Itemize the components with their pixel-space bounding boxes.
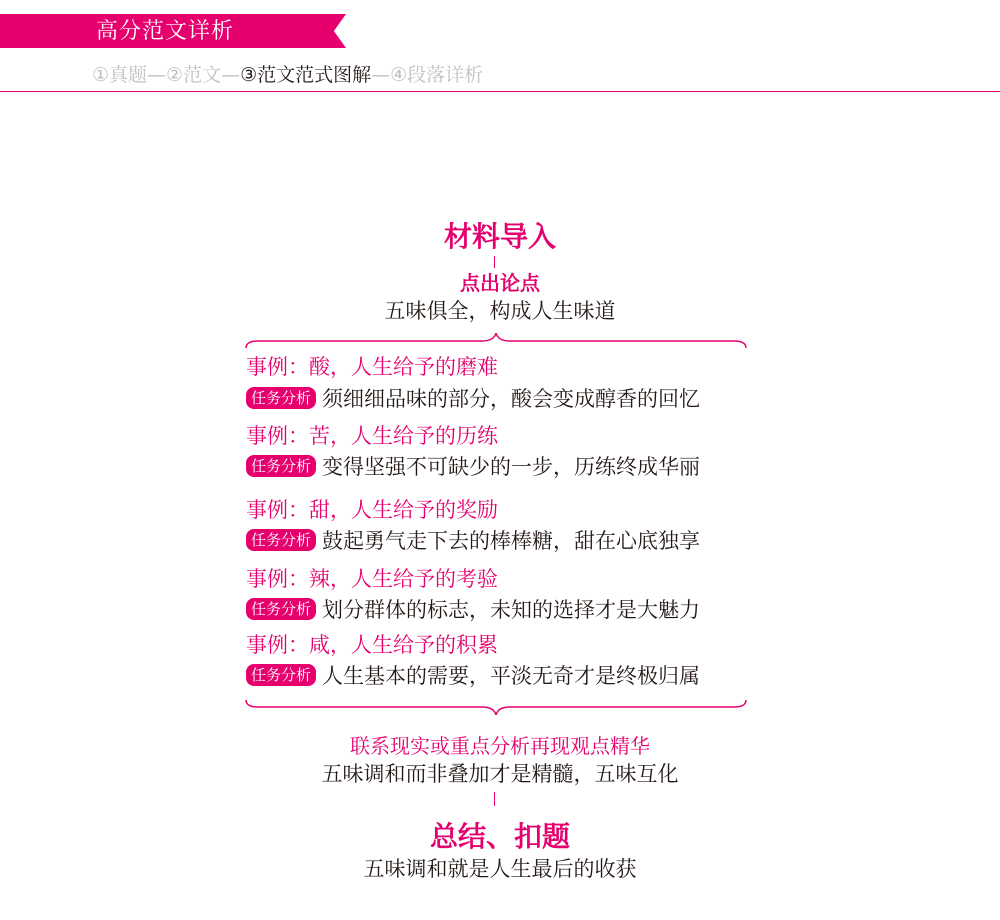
example-2: 事例：苦，人生给予的历练: [246, 424, 498, 448]
analysis-row-1: [246, 385, 700, 413]
analysis-badge: 任务分析: [246, 455, 316, 477]
analysis-text: 人生基本的需要，平淡无奇才是终极归属: [322, 664, 701, 688]
step-separator: —: [147, 64, 167, 86]
analysis-row-2: [246, 453, 700, 481]
connector-line: [494, 256, 495, 268]
analysis-text: 鼓起勇气走下去的棒棒糖，甜在心底独享: [322, 529, 701, 553]
analysis-text: 须细细品味的部分，酸会变成醇香的回忆: [322, 387, 701, 411]
thesis-text: 五味俱全，构成人生味道: [384, 299, 616, 323]
intro-heading: 材料导入: [443, 220, 556, 253]
analysis-badge: 任务分析: [246, 664, 316, 686]
section-title: 高分范文详析: [96, 19, 235, 44]
example-3: 事例：甜，人生给予的奖励: [246, 498, 498, 522]
step-1: ①真题: [92, 64, 148, 86]
connector-line: [494, 792, 495, 806]
top-brace: [244, 330, 748, 352]
example-5: 事例：咸，人生给予的积累: [246, 633, 498, 657]
analysis-badge: 任务分析: [246, 598, 316, 620]
analysis-text: 变得坚强不可缺少的一步，历练终成华丽: [322, 455, 701, 479]
example-1: 事例：酸，人生给予的磨难: [246, 355, 498, 379]
example-4: 事例：辣，人生给予的考验: [246, 567, 498, 591]
step-2: ②范文: [166, 64, 222, 86]
analysis-row-4: [246, 596, 700, 624]
summary-text: 五味调和就是人生最后的收获: [363, 857, 637, 881]
analysis-badge: 任务分析: [246, 387, 316, 409]
thesis-label: 点出论点: [460, 271, 540, 295]
analysis-row-5: [246, 662, 700, 690]
step-3-current: ③范文范式图解: [240, 64, 372, 86]
connect-text: 五味调和而非叠加才是精髓，五味互化: [321, 762, 679, 786]
bottom-brace: [244, 696, 748, 718]
analysis-row-3: [246, 527, 700, 555]
analysis-badge: 任务分析: [246, 529, 316, 551]
step-separator: —: [371, 64, 391, 86]
step-breadcrumb: [92, 62, 483, 88]
step-separator: —: [221, 64, 241, 86]
connect-label: 联系现实或重点分析再现观点精华: [350, 734, 650, 758]
step-4: ④段落详析: [390, 64, 484, 86]
header-divider: [0, 91, 1000, 92]
summary-heading: 总结、扣题: [429, 820, 570, 853]
analysis-text: 划分群体的标志，未知的选择才是大魅力: [322, 598, 701, 622]
